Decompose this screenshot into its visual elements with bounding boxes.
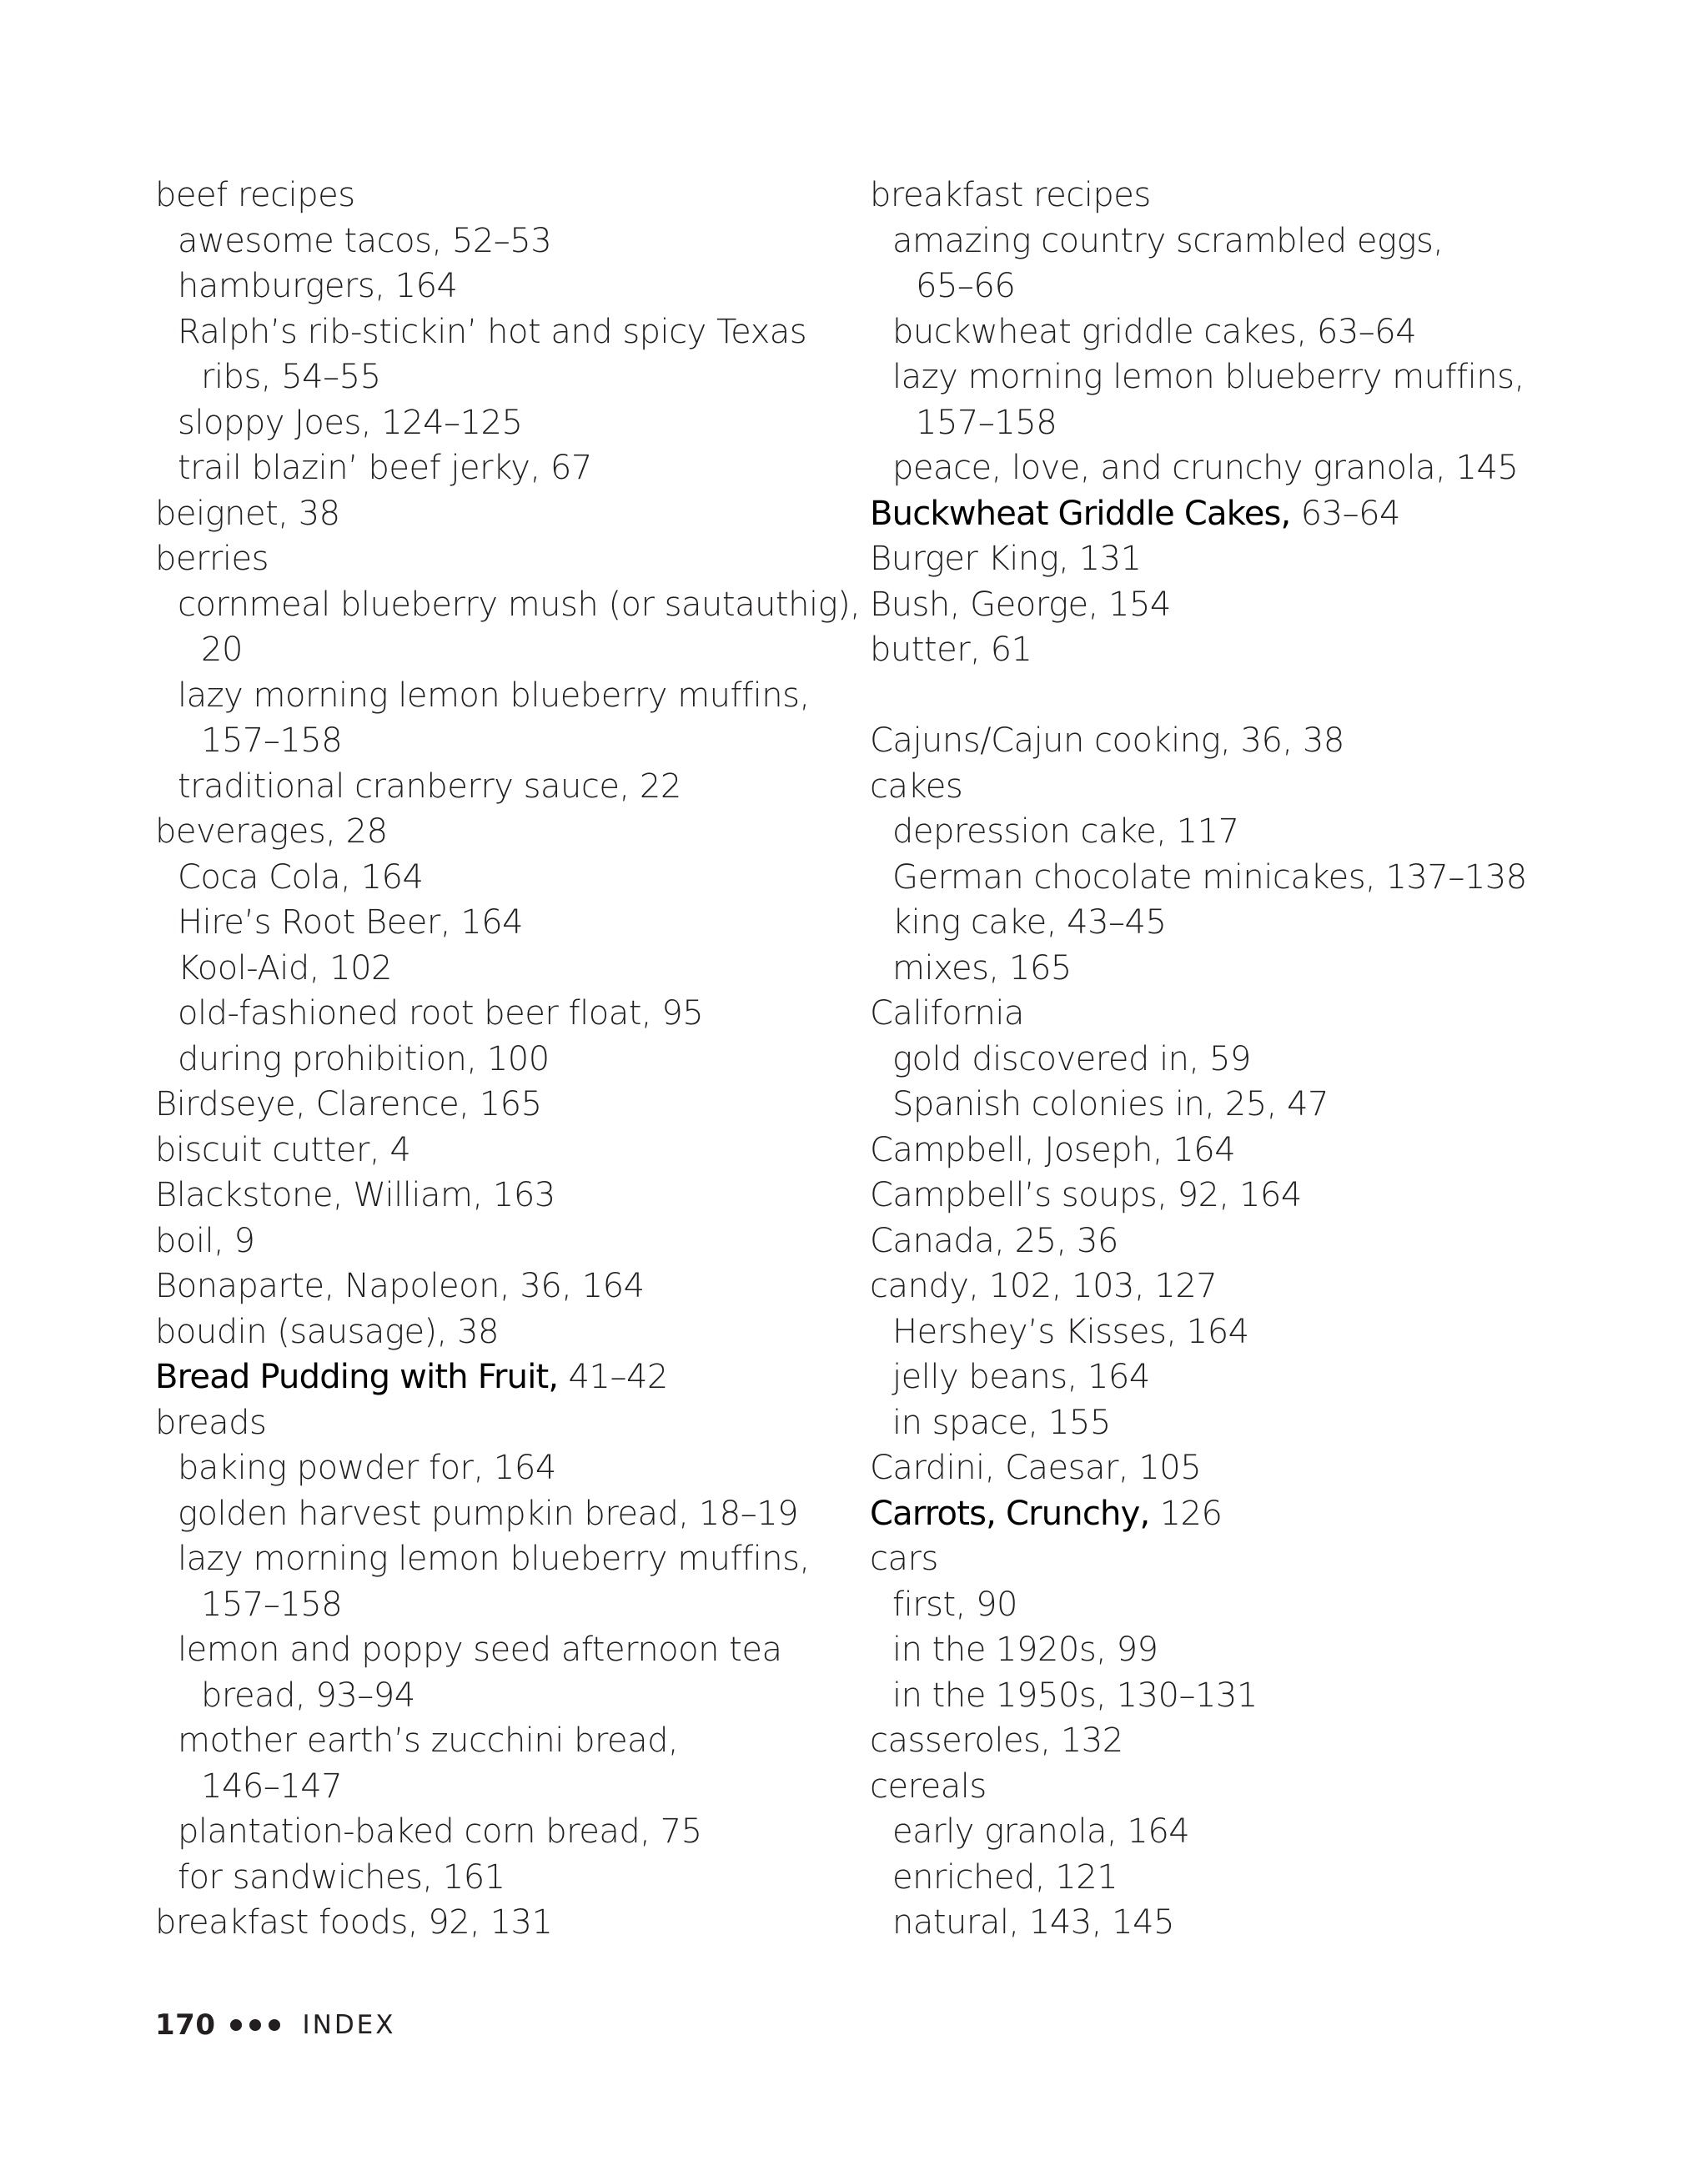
entry-text: for sandwiches, 161: [178, 1857, 505, 1897]
entry-text: California: [870, 994, 1024, 1033]
index-subentry: [870, 809, 1587, 855]
entry-text: cakes: [870, 766, 963, 806]
entry-text: 157–158: [201, 1585, 343, 1624]
index-entry: [870, 1128, 1587, 1173]
entry-text: cornmeal blueberry mush (or sautauthig),: [178, 585, 861, 624]
index-entry: [155, 1219, 839, 1264]
entry-text: butter, 61: [870, 631, 1032, 669]
recipe-title: Bread Pudding with Fruit,: [155, 1358, 559, 1396]
index-subentry: [155, 673, 839, 719]
section-label: INDEX: [302, 2010, 396, 2040]
index-entry: [870, 764, 1587, 810]
entry-text: Campbell’s soups, 92, 164: [870, 1176, 1302, 1214]
entry-text: Campbell, Joseph, 164: [870, 1130, 1236, 1169]
index-column-left: [155, 173, 861, 1946]
letter-section-break: [870, 673, 1587, 719]
index-subentry: [870, 264, 1587, 309]
page-footer: [155, 2004, 396, 2046]
index-subentry: [870, 1855, 1587, 1901]
index-subentry: [870, 1309, 1587, 1355]
entry-text: king cake, 43–45: [892, 903, 1167, 942]
index-entry: [870, 1173, 1587, 1219]
entry-text: beef recipes: [155, 176, 355, 214]
entry-text: mother earth’s zucchini bread,: [178, 1721, 679, 1760]
index-entry-recipe: [155, 1354, 839, 1400]
entry-text: lemon and poppy seed afternoon tea: [178, 1631, 782, 1669]
index-subentry: [155, 1536, 839, 1582]
index-entry: [870, 1264, 1587, 1309]
entry-text: German chocolate minicakes, 137–138: [892, 857, 1527, 897]
entry-text: amazing country scrambled eggs,: [892, 221, 1444, 260]
entry-text: Coca Cola, 164: [178, 857, 424, 897]
index-entry: [870, 718, 1587, 764]
index-subentry: [155, 1582, 839, 1628]
index-subentry: [870, 1809, 1587, 1855]
index-subentry: [870, 1082, 1587, 1128]
entry-text: old-fashioned root beer float, 95: [178, 994, 704, 1033]
index-subentry: [155, 445, 839, 491]
index-subentry: [870, 1400, 1587, 1446]
entry-text: bread, 93–94: [201, 1676, 415, 1715]
entry-text: Spanish colonies in, 25, 47: [892, 1085, 1329, 1123]
index-entry: [155, 1309, 839, 1355]
index-subentry: [155, 764, 839, 810]
index-entry: [870, 991, 1587, 1037]
entry-text: in the 1920s, 99: [892, 1631, 1158, 1669]
entry-text: 63–64: [1290, 494, 1400, 533]
entry-text: lazy morning lemon blueberry muffins,: [178, 1540, 810, 1578]
entry-text: early granola, 164: [892, 1812, 1190, 1851]
index-subentry: [155, 1445, 839, 1491]
recipe-title: Buckwheat Griddle Cakes,: [870, 494, 1291, 533]
entry-text: breakfast recipes: [870, 176, 1151, 214]
index-entry: [870, 1718, 1587, 1764]
index-entry-recipe: [870, 1491, 1587, 1537]
entry-text: baking powder for, 164: [178, 1449, 556, 1487]
index-subentry: [155, 1491, 839, 1537]
entry-text: jelly beans, 164: [892, 1358, 1150, 1396]
entry-text: casseroles, 132: [870, 1721, 1123, 1760]
entry-text: 20: [201, 631, 243, 669]
entry-text: beverages, 28: [155, 812, 388, 851]
index-subentry: [870, 1673, 1587, 1719]
entry-text: berries: [155, 540, 269, 578]
index-entry: [870, 536, 1587, 582]
index-entry: [155, 1900, 839, 1946]
index-entry: [155, 491, 839, 537]
entry-text: 126: [1149, 1494, 1223, 1533]
index-subentry: [870, 354, 1587, 400]
index-subentry: [870, 1354, 1587, 1400]
entry-text: buckwheat griddle cakes, 63–64: [892, 312, 1417, 351]
entry-text: depression cake, 117: [892, 812, 1239, 851]
index-subentry: [155, 991, 839, 1037]
entry-text: boil, 9: [155, 1221, 255, 1260]
entry-text: enriched, 121: [892, 1857, 1118, 1897]
entry-text: ribs, 54–55: [201, 358, 381, 396]
index-subentry: [155, 1037, 839, 1083]
index-subentry: [155, 1764, 839, 1810]
entry-text: 41–42: [558, 1358, 668, 1396]
entry-text: trail blazin’ beef jerky, 67: [178, 449, 592, 487]
index-subentry: [870, 900, 1587, 946]
index-subentry: [870, 309, 1587, 355]
index-subentry: [155, 627, 839, 673]
index-subentry: [155, 309, 839, 355]
entry-text: Hershey’s Kisses, 164: [892, 1312, 1249, 1351]
entry-text: Bonaparte, Napoleon, 36, 164: [155, 1267, 645, 1305]
entry-text: traditional cranberry sauce, 22: [178, 766, 681, 806]
index-entry: [155, 173, 839, 219]
index-subentry: [870, 1037, 1587, 1083]
entry-text: Birdseye, Clarence, 165: [155, 1085, 542, 1123]
entry-text: Cardini, Caesar, 105: [870, 1449, 1202, 1487]
index-entry: [155, 1082, 839, 1128]
entry-text: Hire’s Root Beer, 164: [178, 903, 524, 942]
entry-text: cereals: [870, 1766, 987, 1806]
index-subentry: [870, 1582, 1587, 1628]
entry-text: hamburgers, 164: [178, 267, 458, 305]
index-subentry: [155, 1627, 839, 1673]
index-entry: [155, 1400, 839, 1446]
entry-text: Ralph’s rib-stickin’ hot and spicy Texas: [178, 312, 807, 351]
footer-bullets: [230, 2019, 280, 2031]
index-subentry: [155, 354, 839, 400]
entry-text: plantation-baked corn bread, 75: [178, 1812, 702, 1851]
entry-text: 157–158: [916, 403, 1057, 442]
index-entry-recipe: [870, 491, 1587, 537]
entry-text: sloppy Joes, 124–125: [178, 403, 523, 442]
index-subentry: [155, 264, 839, 309]
index-entry: [870, 1536, 1587, 1582]
index-entry: [870, 1764, 1587, 1810]
entry-text: golden harvest pumpkin bread, 18–19: [178, 1494, 799, 1533]
index-entry: [870, 173, 1587, 219]
entry-text: Kool-Aid, 102: [178, 948, 392, 988]
index-subentry: [870, 946, 1587, 992]
entry-text: Cajuns/Cajun cooking, 36, 38: [870, 721, 1344, 760]
entry-text: Canada, 25, 36: [870, 1221, 1118, 1260]
entry-text: first, 90: [892, 1585, 1017, 1624]
index-entry: [155, 536, 839, 582]
index-subentry: [155, 1809, 839, 1855]
index-subentry: [155, 900, 839, 946]
bullet-dot-icon: [230, 2019, 242, 2031]
index-subentry: [155, 855, 839, 901]
index-subentry: [870, 1627, 1587, 1673]
entry-text: during prohibition, 100: [178, 1039, 550, 1078]
index-subentry: [870, 400, 1587, 446]
entry-text: boudin (sausage), 38: [155, 1312, 499, 1351]
index-subentry: [155, 1673, 839, 1719]
entry-text: breads: [155, 1403, 267, 1442]
entry-text: 146–147: [201, 1766, 343, 1806]
entry-text: beignet, 38: [155, 494, 340, 533]
entry-text: lazy morning lemon blueberry muffins,: [892, 358, 1525, 396]
entry-text: breakfast foods, 92, 131: [155, 1903, 553, 1942]
entry-text: 65–66: [916, 267, 1016, 305]
bullet-dot-icon: [269, 2019, 280, 2031]
entry-text: Blackstone, William, 163: [155, 1176, 555, 1214]
entry-text: peace, love, and crunchy granola, 145: [892, 449, 1519, 487]
entry-text: candy, 102, 103, 127: [870, 1267, 1218, 1305]
page-number: 170: [155, 2008, 216, 2042]
entry-text: cars: [870, 1540, 938, 1578]
index-entry: [870, 627, 1587, 673]
bullet-dot-icon: [249, 2019, 261, 2031]
entry-text: gold discovered in, 59: [892, 1039, 1251, 1078]
recipe-title: Carrots, Crunchy,: [870, 1494, 1150, 1533]
index-subentry: [870, 219, 1587, 264]
index-subentry: [155, 1855, 839, 1901]
entry-text: biscuit cutter, 4: [155, 1130, 411, 1169]
entry-text: awesome tacos, 52–53: [178, 221, 552, 260]
entry-text: Bush, George, 154: [870, 585, 1171, 624]
index-entry: [155, 1264, 839, 1309]
index-subentry: [870, 445, 1587, 491]
index-entry: [870, 582, 1587, 628]
entry-text: in space, 155: [892, 1403, 1111, 1442]
entry-text: mixes, 165: [892, 948, 1072, 988]
index-subentry: [155, 946, 839, 992]
entry-text: natural, 143, 145: [892, 1903, 1175, 1942]
index-entry: [155, 1173, 839, 1219]
index-subentry: [155, 718, 839, 764]
index-entry: [155, 1128, 839, 1173]
entry-text: lazy morning lemon blueberry muffins,: [178, 676, 810, 715]
entry-text: 157–158: [201, 721, 343, 760]
index-subentry: [870, 1900, 1587, 1946]
index-entry: [870, 1219, 1587, 1264]
index-entry: [870, 1445, 1587, 1491]
index-entry: [155, 809, 839, 855]
index-subentry: [155, 400, 839, 446]
entry-text: in the 1950s, 130–131: [892, 1676, 1258, 1715]
index-subentry: [155, 219, 839, 264]
index-subentry: [155, 582, 861, 628]
index-subentry: [870, 855, 1587, 901]
index-column-right: [870, 173, 1587, 1946]
entry-text: Burger King, 131: [870, 540, 1142, 578]
index-subentry: [155, 1718, 839, 1764]
